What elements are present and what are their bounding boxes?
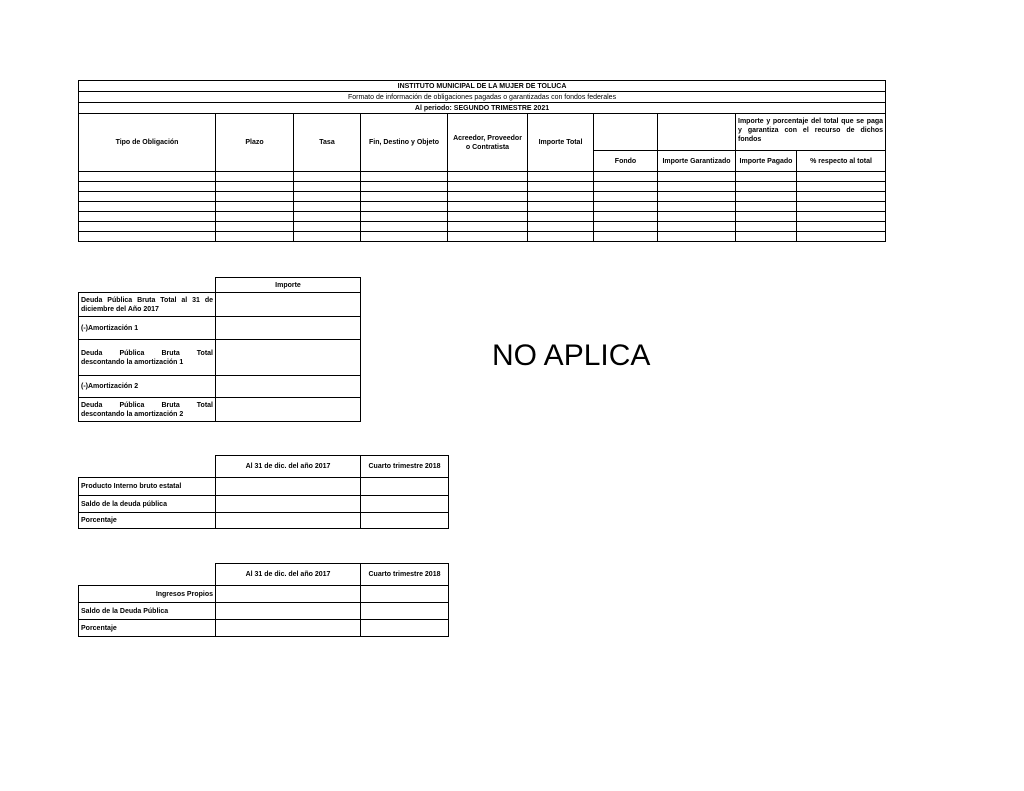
ingresos-row-label: Saldo de la Deuda Pública — [79, 603, 216, 620]
table-row — [79, 232, 886, 242]
table-row — [79, 182, 886, 192]
period-label: Al periodo: SEGUNDO TRIMESTRE 2021 — [79, 103, 886, 114]
ingresos-col1-header: Al 31 de dic. del año 2017 — [216, 564, 361, 586]
col-header-fondo: Fondo — [594, 151, 658, 172]
col-header-importe-garantizado: Importe Garantizado — [658, 151, 736, 172]
col-header-tasa: Tasa — [294, 114, 361, 172]
pib-row-label: Saldo de la deuda pública — [79, 496, 216, 513]
debt-table — [78, 277, 361, 422]
col-header-tipo: Tipo de Obligación — [79, 114, 216, 172]
col-header-acreedor: Acreedor, Proveedor o Contratista — [448, 114, 528, 172]
debt-row-label: (-)Amortización 2 — [79, 376, 216, 398]
format-subtitle: Formato de información de obligaciones pagadas o garantizadas con fondos federales — [79, 92, 886, 103]
obligations-table — [78, 80, 886, 242]
debt-row-label: Deuda Pública Bruta Total descontando la amortización 2 — [79, 398, 216, 422]
pib-row-label: Producto Interno bruto estatal — [79, 478, 216, 496]
col-header-plazo: Plazo — [216, 114, 294, 172]
debt-row-label: Deuda Pública Bruta Total al 31 de diciembre del Año 2017 — [79, 293, 216, 317]
pib-table — [78, 455, 449, 529]
col-header-group: Importe y porcentaje del total que se paga y garantiza con el recurso de dichos fondos — [736, 114, 886, 151]
empty-header-cell — [658, 114, 736, 151]
table-row — [79, 212, 886, 222]
empty-header-cell — [594, 114, 658, 151]
col-header-fin: Fin, Destino y Objeto — [361, 114, 448, 172]
debt-header-importe: Importe — [216, 278, 361, 293]
debt-row-label: Deuda Pública Bruta Total descontando la amortización 1 — [79, 340, 216, 376]
ingresos-row-label: Porcentaje — [79, 620, 216, 637]
col-header-importe-pagado: Importe Pagado — [736, 151, 797, 172]
ingresos-col2-header: Cuarto trimestre 2018 — [361, 564, 449, 586]
institution-title: INSTITUTO MUNICIPAL DE LA MUJER DE TOLUCA — [79, 81, 886, 92]
pib-row-label: Porcentaje — [79, 513, 216, 529]
pib-col2-header: Cuarto trimestre 2018 — [361, 456, 449, 478]
table-row — [79, 222, 886, 232]
table-row — [79, 202, 886, 212]
ingresos-row-label: Ingresos Propios — [79, 586, 216, 603]
no-aplica-stamp: NO APLICA — [492, 339, 651, 372]
table-row — [79, 192, 886, 202]
ingresos-table — [78, 563, 449, 637]
col-header-porcentaje: % respecto al total — [797, 151, 886, 172]
debt-row-label: (-)Amortización 1 — [79, 317, 216, 340]
col-header-importe-total: Importe Total — [528, 114, 594, 172]
table-row — [79, 172, 886, 182]
pib-col1-header: Al 31 de dic. del año 2017 — [216, 456, 361, 478]
